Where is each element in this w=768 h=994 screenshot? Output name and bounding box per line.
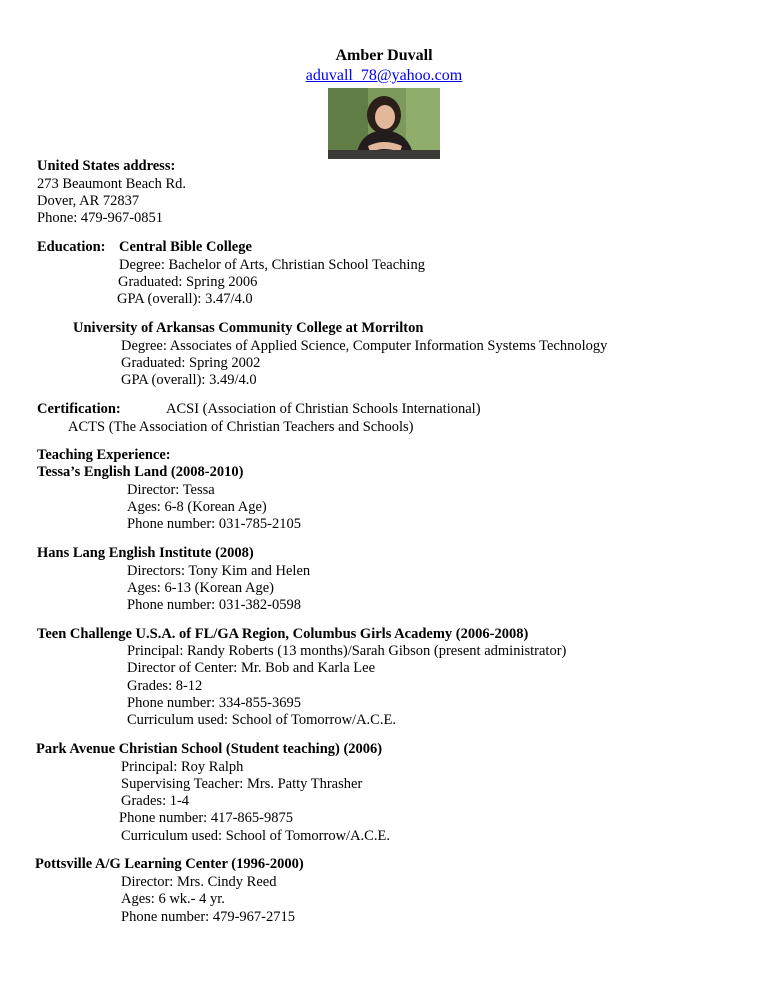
school-gpa: GPA (overall): 3.47/4.0 [117, 291, 253, 307]
job-detail: Supervising Teacher: Mrs. Patty Thrasher [121, 776, 363, 792]
certification-label: Certification: [37, 401, 121, 417]
job-title: Tessa’s English Land (2008-2010) [37, 464, 244, 480]
job-detail: Director: Mrs. Cindy Reed [121, 874, 277, 890]
job-detail: Grades: 1-4 [121, 793, 190, 809]
job-title: Hans Lang English Institute (2008) [37, 545, 254, 561]
address-city: Dover, AR 72837 [37, 193, 140, 209]
job-title: Pottsville A/G Learning Center (1996-2000) [35, 856, 304, 872]
education-label: Education: [37, 239, 106, 255]
certification-item: ACSI (Association of Christian Schools International) [166, 401, 481, 417]
school-name: University of Arkansas Community College at Morrilton [73, 320, 424, 336]
job-title: Teen Challenge U.S.A. of FL/GA Region, Columbus Girls Academy (2006-2008) [37, 626, 529, 642]
resume-name: Amber Duvall [335, 47, 433, 64]
email-link[interactable]: aduvall_78@yahoo.com [305, 67, 463, 84]
job-detail: Director of Center: Mr. Bob and Karla Lee [127, 660, 376, 676]
experience-heading: Teaching Experience: [37, 447, 171, 463]
certification-item: ACTS (The Association of Christian Teachers and Schools) [68, 419, 414, 435]
job-detail: Phone number: 417-865-9875 [119, 810, 293, 826]
school-degree: Degree: Associates of Applied Science, Computer Information Systems Technology [121, 338, 608, 354]
job-title: Park Avenue Christian School (Student teaching) (2006) [36, 741, 383, 757]
job-detail: Ages: 6 wk.- 4 yr. [121, 891, 225, 907]
job-detail: Directors: Tony Kim and Helen [127, 563, 311, 579]
job-detail: Phone number: 479-967-2715 [121, 909, 295, 925]
job-detail: Principal: Randy Roberts (13 months)/Sarah Gibson (present administrator) [127, 643, 567, 659]
job-detail: Phone number: 031-382-0598 [127, 597, 301, 613]
job-detail: Ages: 6-13 (Korean Age) [127, 580, 274, 596]
job-detail: Grades: 8-12 [127, 678, 203, 694]
profile-photo [328, 88, 440, 159]
address-heading: United States address: [37, 158, 176, 174]
school-gpa: GPA (overall): 3.49/4.0 [121, 372, 257, 388]
address-phone: Phone: 479-967-0851 [37, 210, 164, 226]
job-detail: Curriculum used: School of Tomorrow/A.C.E. [121, 828, 390, 844]
job-detail: Phone number: 334-855-3695 [127, 695, 301, 711]
school-name: Central Bible College [119, 239, 252, 255]
school-degree: Degree: Bachelor of Arts, Christian School Teaching [119, 257, 425, 273]
job-detail: Director: Tessa [127, 482, 215, 498]
job-detail: Principal: Roy Ralph [121, 759, 244, 775]
job-detail: Ages: 6-8 (Korean Age) [127, 499, 267, 515]
job-detail: Curriculum used: School of Tomorrow/A.C.E. [127, 712, 396, 728]
school-graduated: Graduated: Spring 2002 [121, 355, 261, 371]
job-detail: Phone number: 031-785-2105 [127, 516, 301, 532]
school-graduated: Graduated: Spring 2006 [118, 274, 258, 290]
address-street: 273 Beaumont Beach Rd. [37, 176, 187, 192]
profile-photo-illustration [328, 88, 440, 159]
